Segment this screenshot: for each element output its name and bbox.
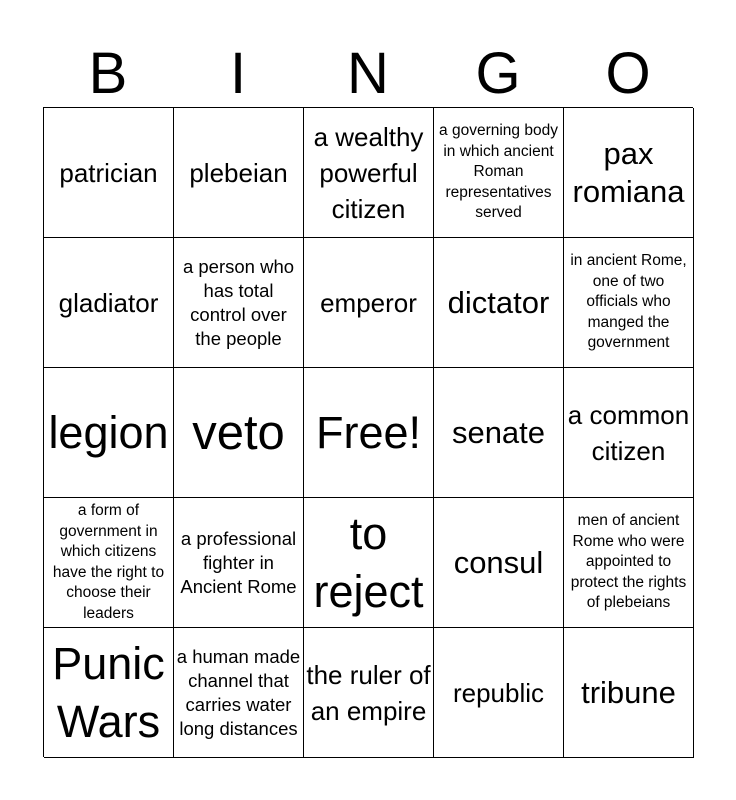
- cell-text: a common citizen: [567, 399, 690, 466]
- bingo-cell[interactable]: [174, 368, 304, 498]
- bingo-cell[interactable]: [174, 238, 304, 368]
- cell-text: a governing body in which ancient Roman representatives served: [439, 122, 558, 222]
- cell-text: in ancient Rome, one of two officials who manged the government: [570, 252, 687, 352]
- cell-text: a person who has total control over the people: [182, 255, 295, 349]
- cell-text: republic: [452, 677, 545, 708]
- cell-text: pax romiana: [572, 135, 685, 209]
- cell-text: emperor: [320, 287, 417, 318]
- cell-text: Free!: [315, 406, 422, 458]
- cell-text: a human made channel that carries water long distances: [176, 645, 301, 739]
- cell-text: senate: [451, 414, 546, 450]
- bingo-cell[interactable]: [174, 628, 304, 758]
- cell-text: dictator: [447, 284, 550, 320]
- bingo-cell[interactable]: [434, 368, 564, 498]
- bingo-grid: [43, 107, 693, 757]
- cell-text: gladiator: [58, 287, 159, 318]
- bingo-cell[interactable]: [564, 498, 694, 628]
- bingo-cell[interactable]: [304, 498, 434, 628]
- header-letter-b: B: [88, 41, 128, 106]
- bingo-cell[interactable]: [564, 108, 694, 238]
- bingo-cell[interactable]: [44, 108, 174, 238]
- cell-text: tribune: [581, 674, 676, 710]
- bingo-cell[interactable]: [44, 628, 174, 758]
- cell-text: to reject: [313, 507, 424, 617]
- bingo-cell[interactable]: [304, 628, 434, 758]
- bingo-cell[interactable]: [44, 368, 174, 498]
- bingo-cell[interactable]: [304, 238, 434, 368]
- bingo-cell[interactable]: [304, 108, 434, 238]
- header-letter-g: G: [475, 41, 521, 106]
- bingo-cell[interactable]: [174, 498, 304, 628]
- bingo-cell[interactable]: [44, 238, 174, 368]
- bingo-cell[interactable]: [434, 238, 564, 368]
- header-letter-i: I: [229, 41, 247, 106]
- cell-text: veto: [192, 405, 285, 460]
- bingo-cell[interactable]: [564, 628, 694, 758]
- cell-text: legion: [48, 406, 169, 458]
- cell-text: plebeian: [189, 157, 288, 188]
- bingo-cell[interactable]: [44, 498, 174, 628]
- cell-text: Punic Wars: [52, 637, 165, 747]
- header-letter-n: N: [347, 41, 389, 106]
- cell-text: consul: [453, 544, 544, 580]
- bingo-header: [43, 41, 693, 106]
- cell-text: men of ancient Rome who were appointed to protect the rights of plebeians: [570, 512, 687, 612]
- bingo-cell[interactable]: [174, 108, 304, 238]
- header-letter-o: O: [605, 41, 651, 106]
- bingo-cell[interactable]: [564, 368, 694, 498]
- cell-text: a form of government in which citizens have the right to choose their leaders: [52, 502, 165, 622]
- free-space-cell[interactable]: [304, 368, 434, 498]
- cell-text: a professional fighter in Ancient Rome: [180, 527, 297, 597]
- bingo-cell[interactable]: [434, 628, 564, 758]
- bingo-cell[interactable]: [564, 238, 694, 368]
- bingo-cell[interactable]: [434, 498, 564, 628]
- cell-text: patrician: [59, 157, 158, 188]
- bingo-cell[interactable]: [434, 108, 564, 238]
- cell-text: a wealthy powerful citizen: [313, 121, 424, 224]
- cell-text: the ruler of an empire: [306, 659, 431, 726]
